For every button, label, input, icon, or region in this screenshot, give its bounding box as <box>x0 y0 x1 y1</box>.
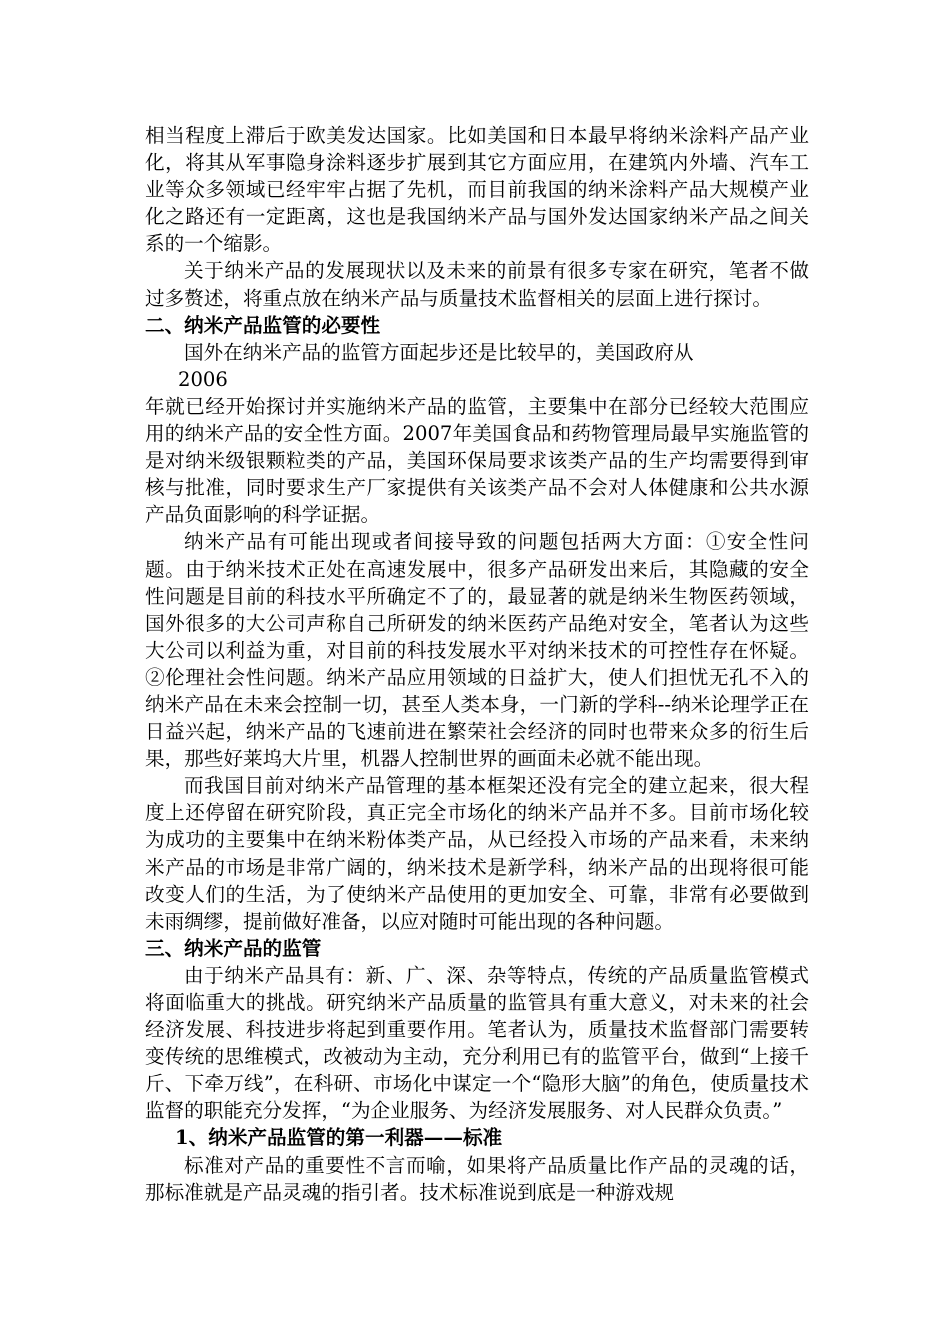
paragraph-s2-2: 纳米产品有可能出现或者间接导致的问题包括两大方面：①安全性问题。由于纳米技术正处在高速发展中，很多产品研发出来后，其隐藏的安全性问题是目前的科技水平所确定不了的，最显著的就是纳米生物医药领域，国外很多的大公司声称自己所研发的纳米医药产品绝对安全，笔者认为这些大公司以利益为重，对目前的科技发展水平对纳米技术的可控性存在怀疑。②伦理社会性问题。纳米产品应用领域的日益扩大，使人们担忧无孔不入的纳米产品在未来会控制一切，甚至人类本身，一门新的学科--纳米论理学正在日益兴起，纳米产品的飞速前进在繁荣社会经济的同时也带来众多的衍生后果，那些好莱坞大片里，机器人控制世界的画面未必就不能出现。 <box>145 530 809 771</box>
section-heading-2: 二、纳米产品监管的必要性 <box>145 313 381 337</box>
subsection-heading-3-1: 1、纳米产品监管的第一利器——标准 <box>175 1126 503 1150</box>
document-page <box>145 122 809 1206</box>
paragraph-s2-1-year: 2006 <box>178 367 228 391</box>
paragraph-s2-1-rest: 年就已经开始探讨并实施纳米产品的监管，主要集中在部分已经较大范围应用的纳米产品的安全性方面。2007年美国食品和药物管理局最早实施监管的是对纳米级银颗粒类的产品，美国环保局要求该类产品的生产均需要得到审核与批准，同时要求生产厂家提供有关该类产品不会对人体健康和公共水源产品负面影响的科学证据。 <box>145 394 809 527</box>
paragraph-s3-2: 标准对产品的重要性不言而喻，如果将产品质量比作产品的灵魂的话，那标准就是产品灵魂的指引者。技术标准说到底是一种游戏规 <box>145 1153 809 1204</box>
paragraph-s2-3: 而我国目前对纳米产品管理的基本框架还没有完全的建立起来，很大程度上还停留在研究阶段，真正完全市场化的纳米产品并不多。目前市场化较为成功的主要集中在纳米粉体类产品，从已经投入市场的产品来看，未来纳米产品的市场是非常广阔的，纳米技术是新学科，纳米产品的出现将很可能改变人们的生活，为了使纳米产品使用的更加安全、可靠，非常有必要做到未雨绸缪，提前做好准备，以应对随时可能出现的各种问题。 <box>145 774 809 933</box>
paragraph-s2-1-start: 国外在纳米产品的监管方面起步还是比较早的，美国政府从 <box>184 340 694 364</box>
paragraph-intro-2: 关于纳米产品的发展现状以及未来的前景有很多专家在研究，笔者不做过多赘述，将重点放在纳米产品与质量技术监督相关的层面上进行探讨。 <box>145 259 809 310</box>
section-heading-3: 三、纳米产品的监管 <box>145 936 322 960</box>
paragraph-s3-1: 由于纳米产品具有：新、广、深、杂等特点，传统的产品质量监管模式将面临重大的挑战。研究纳米产品质量的监管具有重大意义，对未来的社会经济发展、科技进步将起到重要作用。笔者认为，质量技术监督部门需要转变传统的思维模式，改被动为主动，充分利用已有的监管平台，做到“上接千斤、下牵万线”，在科研、市场化中谋定一个“隐形大脑”的角色，使质量技术监督的职能充分发挥，“为企业服务、为经济发展服务、对人民群众负责。” <box>145 963 809 1123</box>
paragraph-intro-continued: 相当程度上滞后于欧美发达国家。比如美国和日本最早将纳米涂料产品产业化，将其从军事隐身涂料逐步扩展到其它方面应用，在建筑内外墙、汽车工业等众多领域已经牢牢占据了先机，而目前我国的纳米涂料产品大规模产业化之路还有一定距离，这也是我国纳米产品与国外发达国家纳米产品之间关系的一个缩影。 <box>145 124 809 256</box>
